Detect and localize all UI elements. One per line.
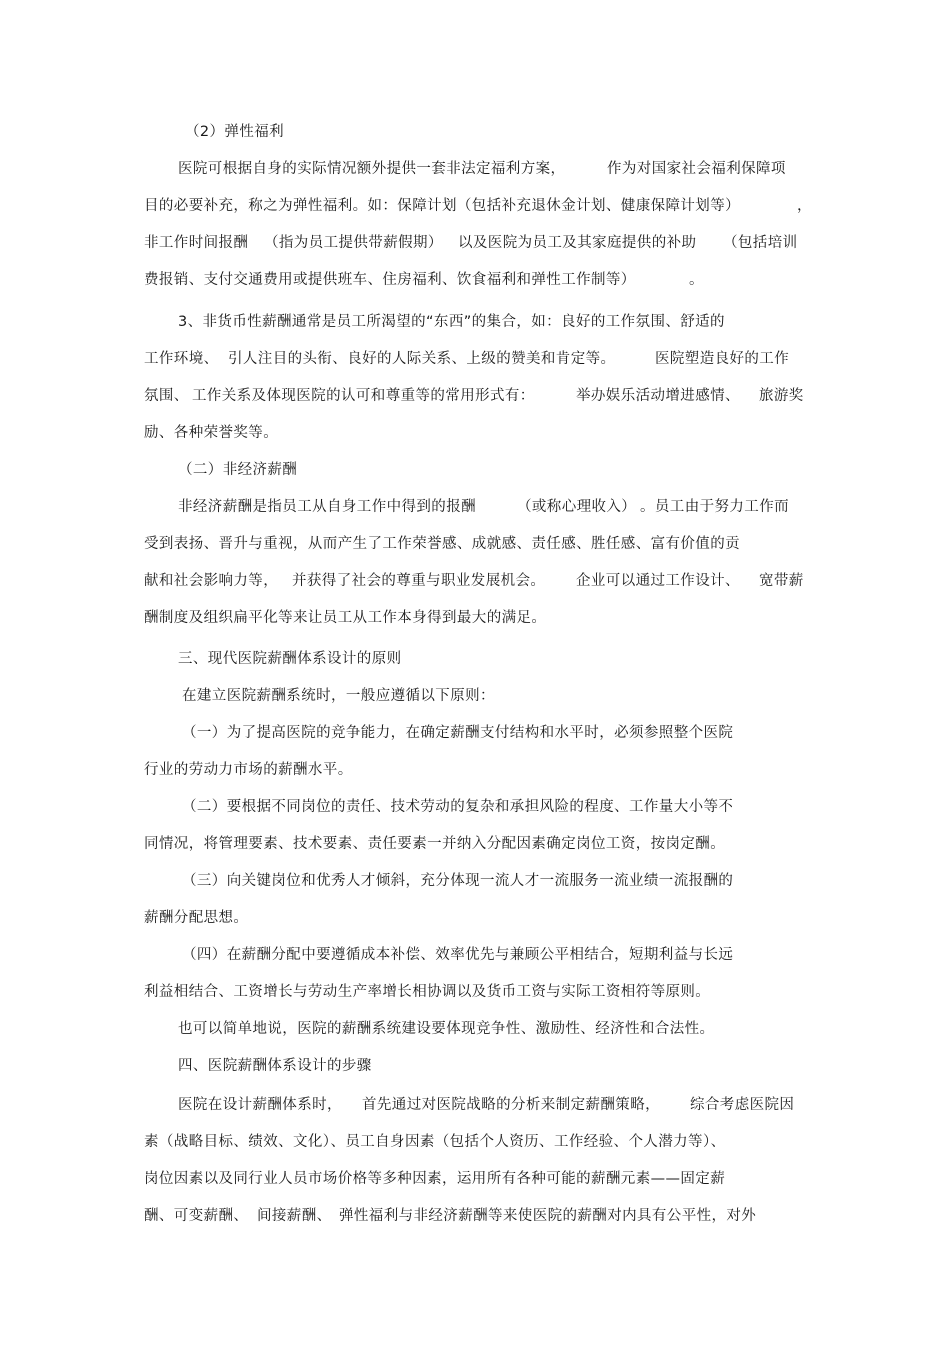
text-line: 非工作时间报酬: [144, 235, 249, 251]
text-line: （三）向关键岗位和优秀人才倾斜，充分体现一流人才一流服务一流业绩一流报酬的: [182, 873, 734, 889]
text-line: 工作环境、: [144, 351, 219, 367]
text-line: 医院可根据自身的实际情况额外提供一套非法定福利方案，: [178, 161, 566, 177]
text-line: 费报销、支付交通费用或提供班车、住房福利、饮食福利和弹性工作制等）: [144, 272, 636, 288]
text-line: 工作关系及体现医院的认可和尊重等的常用形式有：: [192, 388, 535, 404]
text-line: 。: [689, 272, 704, 288]
text-line: 作为对国家社会福利保障项: [607, 161, 786, 177]
text-line: ，: [797, 198, 812, 214]
text-line: 弹性福利与非经济薪酬等来使医院的薪酬对内具有公平性，对外: [339, 1208, 757, 1224]
text-line: 利益相结合、工资增长与劳动生产率增长相协调以及货币工资与实际工资相符等原则。: [144, 984, 711, 1000]
text-line: 素（战略目标、绩效、文化）、员工自身因素（包括个人资历、工作经验、个人潜力等）、: [144, 1134, 726, 1150]
text-line: 以及医院为员工及其家庭提供的补助: [458, 235, 697, 251]
subheading-flexible-benefits: （2）弹性福利: [185, 124, 285, 140]
text-line: 薪酬分配思想。: [144, 910, 249, 926]
text-line: 目的必要补充，称之为弹性福利。如：保障计划（包括补充退休金计划、健康保障计划等）: [144, 198, 740, 214]
section-heading-steps: 四、医院薪酬体系设计的步骤: [178, 1058, 372, 1074]
subheading-non-economic-pay: （二）非经济薪酬: [178, 462, 298, 478]
text-line: 励、各种荣誉奖等。: [144, 425, 279, 441]
text-line: 旅游奖: [759, 388, 804, 404]
text-line: （或称心理收入）: [517, 499, 637, 515]
text-line: 酬、可变薪酬、: [144, 1208, 249, 1224]
text-line: （四）在薪酬分配中要遵循成本补偿、效率优先与兼顾公平相结合，短期利益与长远: [182, 947, 734, 963]
text-line: 并获得了社会的尊重与职业发展机会。: [292, 573, 546, 589]
section-heading-principles: 三、现代医院薪酬体系设计的原则: [178, 651, 402, 667]
text-line: 企业可以通过工作设计、: [576, 573, 740, 589]
text-line: 医院塑造良好的工作: [655, 351, 790, 367]
text-line: 首先通过对医院战略的分析来制定薪酬策略，: [362, 1097, 660, 1113]
text-line: （指为员工提供带薪假期）: [264, 235, 443, 251]
text-line: 。员工由于努力工作而: [640, 499, 789, 515]
text-line: 氛围、: [144, 388, 189, 404]
text-line: 引人注目的头衔、良好的人际关系、上级的赞美和肯定等。: [228, 351, 616, 367]
text-line: 受到表扬、晋升与重视，从而产生了工作荣誉感、成就感、责任感、胜任感、富有价值的贡: [144, 536, 740, 552]
text-line: 非经济薪酬是指员工从自身工作中得到的报酬: [178, 499, 476, 515]
text-line: （一）为了提高医院的竞争能力，在确定薪酬支付结构和水平时，必须参照整个医院: [182, 725, 734, 741]
text-line: 也可以简单地说，医院的薪酬系统建设要体现竞争性、激励性、经济性和合法性。: [178, 1021, 715, 1037]
text-line: 间接薪酬、: [257, 1208, 332, 1224]
text-line: 岗位因素以及同行业人员市场价格等多种因素，运用所有各种可能的薪酬元素——固定薪: [144, 1171, 726, 1187]
text-line: （包括培训: [723, 235, 798, 251]
text-line: 举办娱乐活动增进感情、: [576, 388, 740, 404]
text-line: 宽带薪: [759, 573, 804, 589]
text-line: 在建立医院薪酬系统时，一般应遵循以下原则：: [182, 688, 495, 704]
text-line: 医院在设计薪酬体系时，: [178, 1097, 342, 1113]
text-line: 行业的劳动力市场的薪酬水平。: [144, 762, 353, 778]
text-line: 同情况，将管理要素、技术要素、责任要素一并纳入分配因素确定岗位工资，按岗定酬。: [144, 836, 726, 852]
text-line: 综合考虑医院因: [690, 1097, 795, 1113]
text-line: 酬制度及组织扁平化等来让员工从工作本身得到最大的满足。: [144, 610, 547, 626]
text-line: 3、非货币性薪酬通常是员工所渴望的“东西”的集合，如：良好的工作氛围、舒适的: [178, 314, 725, 330]
text-line: （二）要根据不同岗位的责任、技术劳动的复杂和承担风险的程度、工作量大小等不: [182, 799, 734, 815]
text-line: 献和社会影响力等，: [144, 573, 279, 589]
